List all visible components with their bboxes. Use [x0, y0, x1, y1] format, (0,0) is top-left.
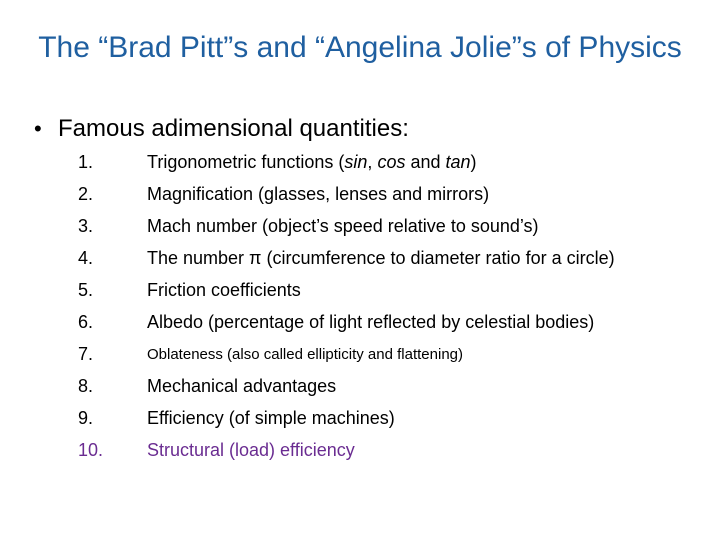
list-item-text: Magnification (glasses, lenses and mirrors): [147, 183, 490, 204]
list-item-number: 3.: [78, 215, 94, 236]
quantities-list: [78, 146, 615, 466]
list-item-number: 7.: [78, 343, 94, 364]
list-item-number: 9.: [78, 407, 94, 428]
bullet-text: Famous adimensional quantities:: [58, 115, 409, 142]
list-item-text: Structural (load) efficiency: [147, 439, 355, 460]
list-item-1: [78, 146, 615, 178]
list-item-text: Oblateness (also called ellipticity and flattening): [147, 345, 464, 363]
text-part: Trigonometric functions (: [147, 151, 345, 172]
list-item-number: 2.: [78, 183, 94, 204]
text-part: and: [405, 151, 446, 172]
cos-term: cos: [377, 151, 406, 172]
list-item-text: Friction coefficients: [147, 279, 301, 300]
text-part: ,: [367, 151, 378, 172]
list-item-5: [78, 274, 615, 306]
list-item-4: [78, 242, 615, 274]
list-item-text: [147, 152, 477, 173]
list-item-9: [78, 402, 615, 434]
tan-term: tan: [445, 151, 471, 172]
list-item-number: 8.: [78, 375, 94, 396]
list-item-text: Albedo (percentage of light reflected by celestial bodies): [147, 311, 595, 332]
list-item-number: 4.: [78, 247, 94, 268]
list-item-number: 5.: [78, 279, 94, 300]
list-item-7: [78, 338, 615, 370]
list-item-3: [78, 210, 615, 242]
list-item-text: Mechanical advantages: [147, 375, 337, 396]
list-item-number: 6.: [78, 311, 94, 332]
list-item-2: [78, 178, 615, 210]
list-item-8: [78, 370, 615, 402]
list-item-text: Efficiency (of simple machines): [147, 407, 395, 428]
slide-title: The “Brad Pitt”s and “Angelina Jolie”s of Physics: [38, 31, 682, 64]
sin-term: sin: [344, 151, 368, 172]
main-bullet: [34, 112, 409, 146]
list-item-number: 10.: [78, 439, 104, 460]
text-part: ): [470, 151, 477, 172]
list-item-10: [78, 434, 615, 466]
list-item-6: [78, 306, 615, 338]
list-item-text: Mach number (object’s speed relative to sound’s): [147, 215, 539, 236]
bullet-icon: •: [34, 116, 42, 141]
list-item-text: The number π (circumference to diameter ratio for a circle): [147, 247, 615, 268]
list-item-number: 1.: [78, 151, 94, 172]
